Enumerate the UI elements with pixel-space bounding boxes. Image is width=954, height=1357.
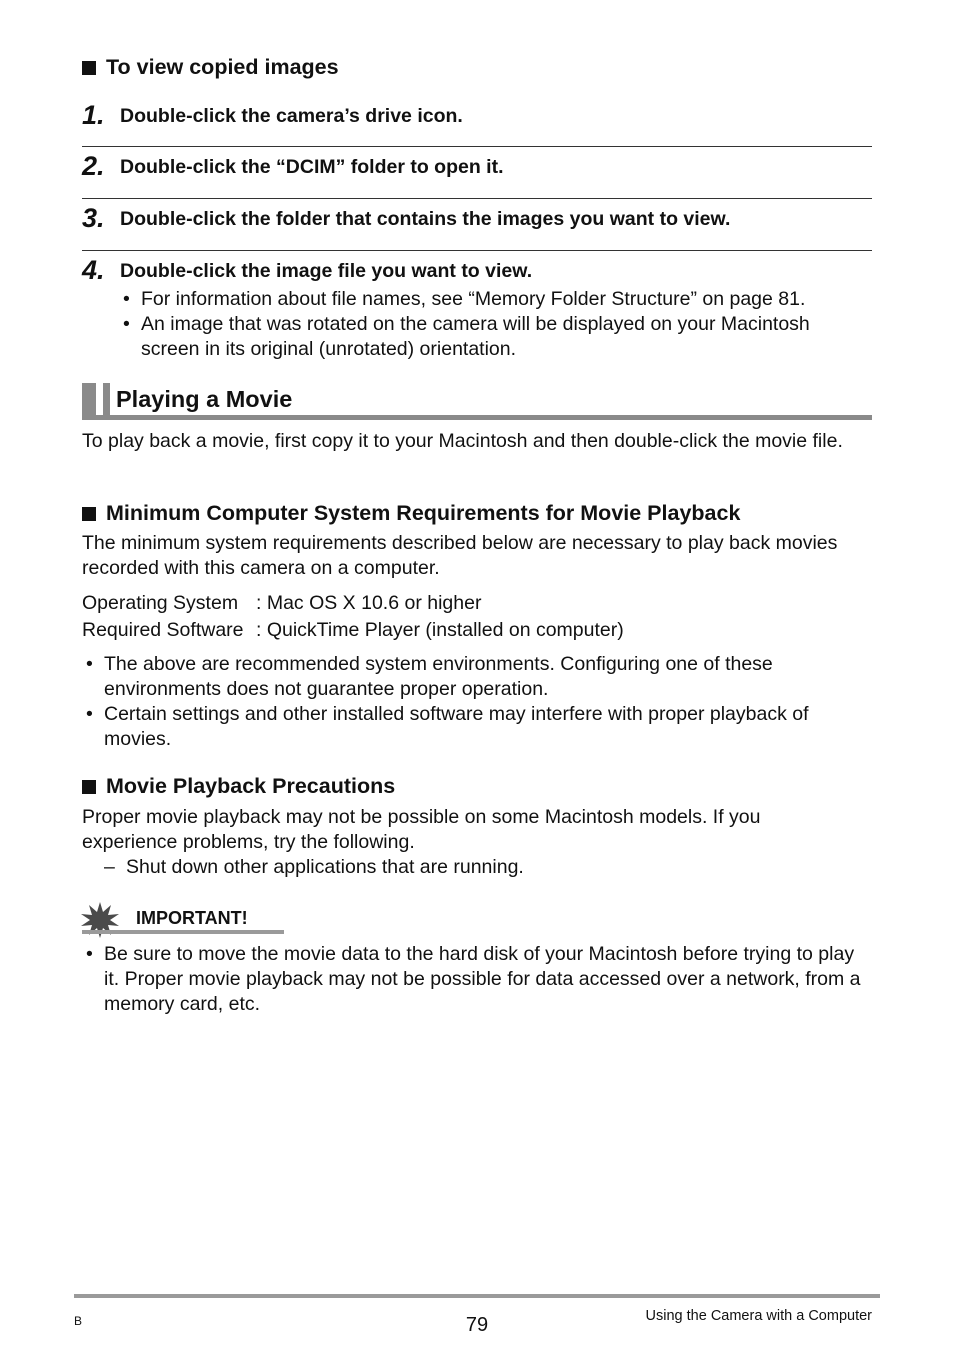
step-text: Double-click the folder that contains the images you want to view. (120, 208, 731, 230)
square-bullet-icon (82, 780, 96, 794)
step-number: 4. (82, 255, 105, 285)
step-text: Double-click the “DCIM” folder to open it. (120, 156, 504, 178)
heading-precautions: Movie Playback Precautions (82, 773, 395, 799)
list-item: • Be sure to move the movie data to the hard disk of your Macintosh before trying to play it. Proper movie playback may not be possible for data accessed over a network, from a memory card, etc. (86, 943, 861, 1015)
section-bar-decoration (82, 383, 96, 418)
step-number: 2. (82, 151, 105, 181)
list-item: • For information about file names, see “Memory Folder Structure” on page 81. (123, 288, 806, 310)
list-item: • The above are recommended system environments. Configuring one of these environments does not guarantee proper operation. (86, 653, 773, 700)
list-item: • An image that was rotated on the camera will be displayed on your Macintosh screen in its original (unrotated) orientation. (123, 313, 810, 360)
heading-view-copied-images: To view copied images (82, 54, 339, 80)
step-divider (82, 198, 872, 199)
list-item: – Shut down other applications that are running. (104, 856, 524, 878)
step-divider (82, 250, 872, 251)
footer-rule (74, 1294, 880, 1298)
software-value: : QuickTime Player (installed on computer) (256, 619, 624, 641)
list-item: • Certain settings and other installed software may interfere with proper playback of movies. (86, 703, 809, 750)
step-divider (82, 146, 872, 147)
footer-chapter-title: Using the Camera with a Computer (645, 1308, 872, 1324)
footer-language-code: B (74, 1314, 83, 1328)
square-bullet-icon (82, 507, 96, 521)
page-number: 79 (465, 1314, 489, 1336)
square-bullet-icon (82, 61, 96, 75)
important-label: IMPORTANT! (136, 908, 248, 928)
step-number: 1. (82, 100, 105, 130)
step-text: Double-click the camera’s drive icon. (120, 105, 463, 127)
software-label: Required Software (82, 619, 244, 641)
heading-requirements: Minimum Computer System Requirements for Movie Playback (82, 500, 740, 526)
os-label: Operating System (82, 592, 239, 614)
section-underline (82, 415, 872, 420)
step-number: 3. (82, 203, 105, 233)
important-underline (82, 930, 284, 934)
step-text: Double-click the image file you want to view. (120, 260, 533, 282)
paragraph: Proper movie playback may not be possible on some Macintosh models. If you experience problems, try the following. (82, 806, 761, 853)
os-value: : Mac OS X 10.6 or higher (256, 592, 482, 614)
paragraph: To play back a movie, first copy it to your Macintosh and then double-click the movie file. (82, 430, 843, 452)
paragraph: The minimum system requirements described below are necessary to play back movies recorded with this camera on a computer. (82, 532, 838, 579)
section-title: Playing a Movie (116, 386, 293, 412)
section-bar-decoration (103, 383, 110, 418)
